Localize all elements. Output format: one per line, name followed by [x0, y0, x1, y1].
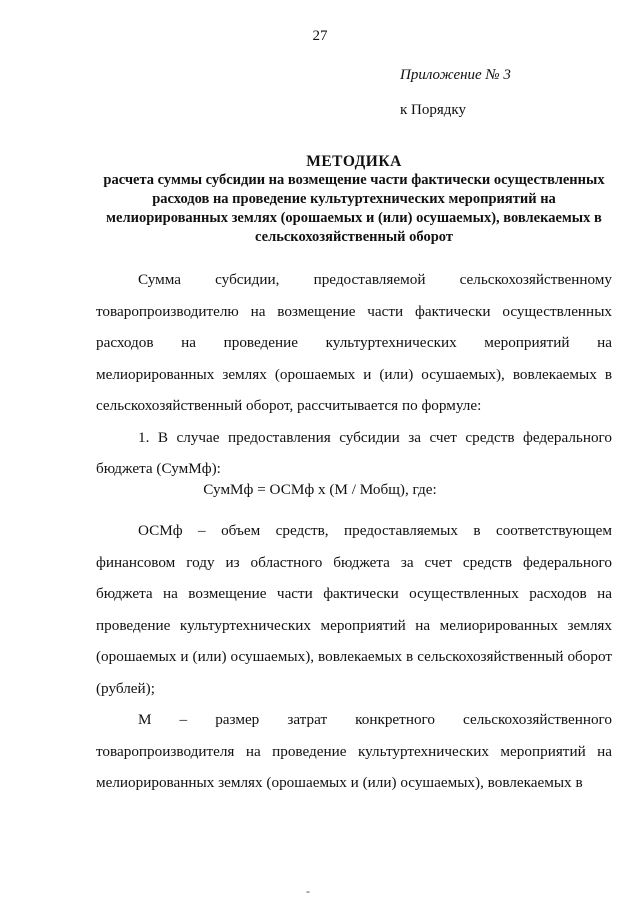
- paragraph-1-first-line: Сумма субсидии, предоставляемой сельскохозяйственному: [138, 271, 612, 288]
- appendix-label: Приложение № 3: [400, 67, 511, 83]
- paragraph-2: 1. В случае предоставления субсидии за счет средств федерального бюджета (СумМф):: [96, 428, 612, 477]
- definition-m-continuation: товаропроизводителя на проведение культуртехнических мероприятий на мелиорированных землях (орошаемых и (или) осушаемых), вовлекаемых в: [96, 742, 612, 791]
- document-title: МЕТОДИКА: [306, 153, 402, 170]
- definition-m-first-line: М – размер затрат конкретного сельскохозяйственного: [138, 711, 612, 728]
- page-number: 27: [312, 28, 328, 44]
- document-title-block: [96, 152, 612, 247]
- footer-mark: -: [306, 884, 310, 898]
- definitions-block: [96, 515, 612, 799]
- definition-osmf: ОСМф – объем средств, предоставляемых в соответствующем финансовом году из областного бюджета за счет средств федерального бюджета на возмещение части фактически осуществленных расходов на проведение культуртехнических мероприятий на мелиорированных землях (орошаемых и (или) осушаемых), вовлекаемых в сельскохозяйственный оборот (рублей);: [96, 522, 612, 697]
- appendix-reference: к Порядку: [400, 102, 466, 118]
- body-text: [96, 264, 612, 485]
- document-subtitle: расчета суммы субсидии на возмещение части фактически осуществленных расходов на проведение культуртехнических мероприятий на мелиорированных землях (орошаемых и (или) осушаемых), вовлекаемых в сельскохозяйственный оборот: [103, 172, 605, 245]
- formula: СумМф = ОСМф х (М / Мобщ), где:: [203, 481, 437, 498]
- paragraph-1-continuation: товаропроизводителю на возмещение части фактически осуществленных расходов на проведение культуртехнических мероприятий на мелиорированных землях (орошаемых и (или) осушаемых), вовлекаемых в сельскохозяйственный оборот, рассчитывается по формуле:: [96, 302, 612, 414]
